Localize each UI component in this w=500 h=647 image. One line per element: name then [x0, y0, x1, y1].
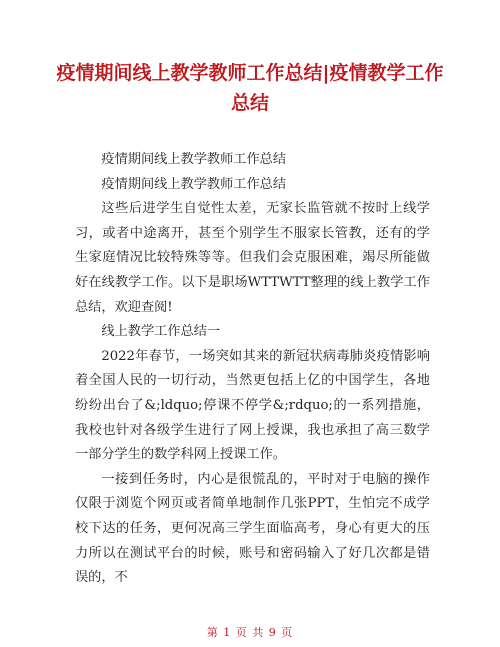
section-heading: 线上教学工作总结一	[101, 324, 221, 340]
subtitle-paragraph: 疫情期间线上教学教师工作总结	[101, 176, 287, 192]
body-paragraph: 一接到任务时，内心是很慌乱的，平时对于电脑的操作仅限于浏览个网页或者简单地制作几张PPT，生怕完不成学校下达的任务，更何况高三学生面临高考，身心有更大的压力所以在测试平台的时候，账号和密码输入了好几次都是错误的，不	[75, 471, 430, 586]
body-paragraph: 2022年春节，一场突如其来的新冠状病毒肺炎疫情影响着全国人民的一切行动，当然更包括上亿的中国学生，各地纷纷出台了&;ldquo;停课不停学&;rdquo;的一系列措施，我校也针对各级学生进行了网上授课，我也承担了高三数学一部分学生的数学科网上授课工作。	[75, 348, 430, 463]
page-number-footer: 第 1 页 共 9 页	[206, 626, 294, 639]
subtitle-paragraph: 疫情期间线上教学教师工作总结	[101, 152, 287, 167]
document-title-line-1: 疫情期间线上教学教师工作总结|疫情教学工作	[56, 62, 444, 84]
intro-paragraph: 这些后进学生自觉性太差，无家长监管就不按时上线学习，或者中途离开，甚至个别学生不服家长管教，还有的学生家庭情况比较特殊等等。但我们会克服困难，竭尽所能做好在线教学工作。以下是职场WTTWTT整理的线上教学工作总结，欢迎查阅!	[75, 201, 430, 315]
document-title-line-2: 总结	[230, 92, 269, 114]
document-title	[0, 58, 500, 118]
document-body	[75, 148, 430, 591]
